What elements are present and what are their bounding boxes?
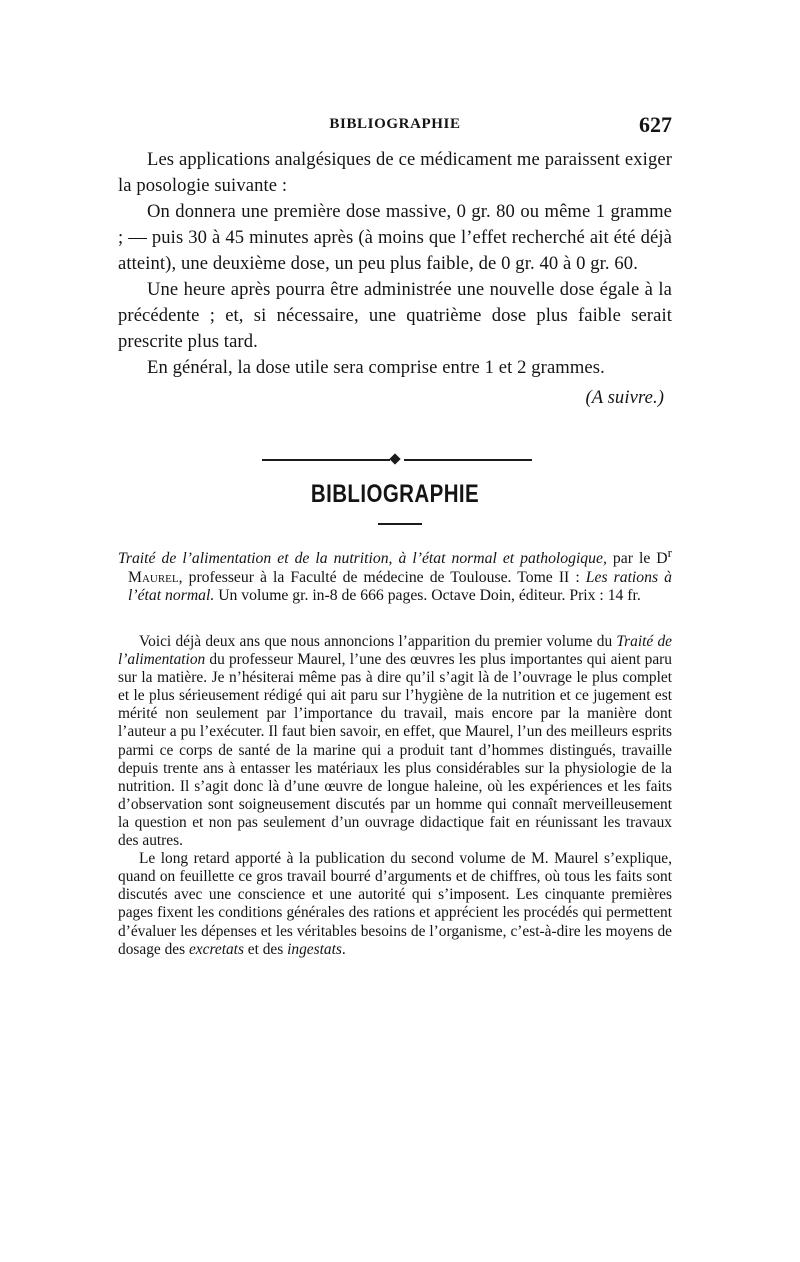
citation-by: par le D [606, 550, 668, 568]
review-paragraph [118, 850, 672, 959]
article-paragraph: En général, la dose utile sera comprise entre 1 et 2 grammes. [147, 357, 605, 378]
title-underline-rule [378, 523, 422, 525]
review-body [118, 633, 672, 959]
to-be-continued: (A suivre.) [585, 387, 664, 408]
running-title: BIBLIOGRAPHIE [329, 116, 461, 132]
book-citation [118, 544, 672, 606]
page-number: 627 [639, 112, 672, 137]
article-paragraph: Une heure après pourra être administrée une nouvelle dose égale à la précédente ; et, si nécessaire, une quatrième dose plus faible serait prescrite plus tard. [118, 279, 672, 352]
section-divider-ornament [262, 454, 532, 466]
review-text: . [341, 940, 346, 958]
latin-term: excretats [188, 940, 244, 958]
article-paragraph: Les applications analgésiques de ce médicament me paraissent exiger la posologie suivante : [118, 149, 672, 196]
review-paragraph [118, 633, 672, 850]
publication-details: Un volume gr. in-8 de 666 pages. Octave Doin, éditeur. Prix : 14 fr. [214, 587, 641, 605]
author-name: Maurel [128, 568, 179, 586]
article-continuation [118, 147, 672, 411]
volume-title: Les rations à l’état normal. [128, 568, 672, 605]
review-text: et des [243, 940, 288, 958]
article-paragraph: On donnera une première dose massive, 0 gr. 80 ou même 1 gramme ; — puis 30 à 45 minutes après (à moins que l’effet recherché ait été déjà atteint), une deuxième dose, un peu plus faible, de 0 gr. 40 à 0 gr. 60. [118, 201, 672, 274]
doctor-superscript: r [667, 545, 672, 560]
latin-term: ingestats [287, 940, 342, 958]
book-title: Traité de l’alimentation et de la nutrition, à l’état normal et pathologique, [118, 550, 607, 568]
review-text: Le long retard apporté à la publication du second volume de M. Maurel s’explique, quand on feuillette ce gros travail bourré d’arguments et de chiffres, où tous les faits sont discutés avec une conscience et une autorité qui s’imposent. Les cinquante premières pages fixent les conditions générales des rations et apprécient les procédés qui permettent d’évaluer les dépenses et les véritables besoins de l’organisme, c’est-à-dire les moyens de dosage des [118, 850, 672, 958]
divider-line-left [262, 459, 390, 461]
divider-line-right [404, 459, 532, 461]
citation-text [118, 544, 672, 606]
review-text: du professeur Maurel, l’une des œuvres les plus importantes qui aient paru sur la matière. Je n’hésiterai même pas à dire qu’il s’agit là de l’ouvrage le plus complet et le plus sérieusement rédigé qui ait paru sur l’hygiène de la nutrition et ce jugement est mérité non seulement par l’importance du travail, mais encore par la manière dont l’auteur a pu l’exécuter. Il faut bien savoir, en effet, que Maurel, l’un des meilleurs esprits parmi ce corps de santé de la marine qui a produit tant d’hommes distingués, travaille depuis trente ans à entasser les matériaux les plus considérables sur la physiologie de la nutrition. Il s’agit donc là d’une œuvre de longue haleine, où les expériences et les faits d’observation sont soigneusement discutés par un homme qui connaît merveilleusement la question et non pas seulement d’un ouvrage didactique fait en réunissant les travaux des autres. [118, 651, 672, 850]
diamond-ornament-icon [389, 453, 400, 464]
review-text: Voici déjà deux ans que nous annoncions l’apparition du premier volume du [139, 633, 617, 650]
author-affiliation: , professeur à la Faculté de médecine de Toulouse. Tome II : [178, 568, 586, 586]
section-title: BIBLIOGRAPHIE [310, 480, 480, 508]
cited-title: Traité de l’alimentation [118, 633, 672, 669]
page-header [118, 112, 672, 140]
